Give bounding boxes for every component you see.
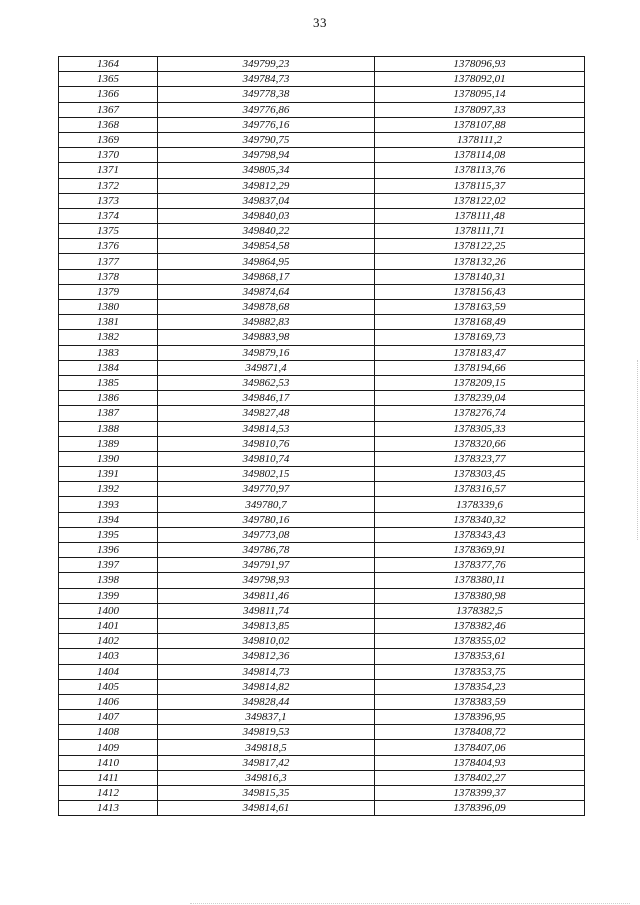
x-coordinate-cell: 349811,74 — [158, 603, 375, 618]
x-coordinate-cell: 349786,78 — [158, 543, 375, 558]
x-coordinate-cell: 349778,38 — [158, 87, 375, 102]
table-row — [59, 421, 585, 436]
x-coordinate-cell: 349780,7 — [158, 497, 375, 512]
x-coordinate-cell: 349864,95 — [158, 254, 375, 269]
point-number-cell: 1412 — [59, 786, 158, 801]
table-row — [59, 57, 585, 72]
table-row — [59, 360, 585, 375]
y-coordinate-cell: 1378303,45 — [375, 467, 585, 482]
point-number-cell: 1375 — [59, 224, 158, 239]
point-number-cell: 1411 — [59, 770, 158, 785]
y-coordinate-cell: 1378382,46 — [375, 618, 585, 633]
x-coordinate-cell: 349846,17 — [158, 391, 375, 406]
point-number-cell: 1406 — [59, 694, 158, 709]
point-number-cell: 1392 — [59, 482, 158, 497]
point-number-cell: 1399 — [59, 588, 158, 603]
y-coordinate-cell: 1378305,33 — [375, 421, 585, 436]
point-number-cell: 1400 — [59, 603, 158, 618]
point-number-cell: 1367 — [59, 102, 158, 117]
x-coordinate-cell: 349827,48 — [158, 406, 375, 421]
y-coordinate-cell: 1378111,71 — [375, 224, 585, 239]
scan-bottom-artifact — [190, 902, 630, 904]
x-coordinate-cell: 349868,17 — [158, 269, 375, 284]
table-row — [59, 512, 585, 527]
point-number-cell: 1383 — [59, 345, 158, 360]
x-coordinate-cell: 349810,02 — [158, 634, 375, 649]
point-number-cell: 1389 — [59, 436, 158, 451]
y-coordinate-cell: 1378113,76 — [375, 163, 585, 178]
y-coordinate-cell: 1378408,72 — [375, 725, 585, 740]
x-coordinate-cell: 349811,46 — [158, 588, 375, 603]
point-number-cell: 1378 — [59, 269, 158, 284]
x-coordinate-cell: 349874,64 — [158, 284, 375, 299]
point-number-cell: 1373 — [59, 193, 158, 208]
table-row — [59, 710, 585, 725]
y-coordinate-cell: 1378380,98 — [375, 588, 585, 603]
x-coordinate-cell: 349882,83 — [158, 315, 375, 330]
table-row — [59, 254, 585, 269]
table-row — [59, 132, 585, 147]
y-coordinate-cell: 1378114,08 — [375, 148, 585, 163]
point-number-cell: 1372 — [59, 178, 158, 193]
table-row — [59, 375, 585, 390]
y-coordinate-cell: 1378404,93 — [375, 755, 585, 770]
y-coordinate-cell: 1378122,25 — [375, 239, 585, 254]
point-number-cell: 1376 — [59, 239, 158, 254]
x-coordinate-cell: 349810,74 — [158, 451, 375, 466]
x-coordinate-cell: 349798,93 — [158, 573, 375, 588]
y-coordinate-cell: 1378183,47 — [375, 345, 585, 360]
point-number-cell: 1410 — [59, 755, 158, 770]
x-coordinate-cell: 349814,61 — [158, 801, 375, 816]
coordinates-table — [58, 56, 585, 816]
point-number-cell: 1371 — [59, 163, 158, 178]
point-number-cell: 1381 — [59, 315, 158, 330]
table-row — [59, 740, 585, 755]
x-coordinate-cell: 349862,53 — [158, 375, 375, 390]
table-row — [59, 208, 585, 223]
table-row — [59, 451, 585, 466]
table-row — [59, 603, 585, 618]
point-number-cell: 1370 — [59, 148, 158, 163]
x-coordinate-cell: 349813,85 — [158, 618, 375, 633]
x-coordinate-cell: 349773,08 — [158, 527, 375, 542]
y-coordinate-cell: 1378115,37 — [375, 178, 585, 193]
x-coordinate-cell: 349816,3 — [158, 770, 375, 785]
x-coordinate-cell: 349837,04 — [158, 193, 375, 208]
point-number-cell: 1386 — [59, 391, 158, 406]
point-number-cell: 1379 — [59, 284, 158, 299]
y-coordinate-cell: 1378399,37 — [375, 786, 585, 801]
point-number-cell: 1394 — [59, 512, 158, 527]
table-row — [59, 770, 585, 785]
table-row — [59, 300, 585, 315]
x-coordinate-cell: 349791,97 — [158, 558, 375, 573]
table-row — [59, 679, 585, 694]
y-coordinate-cell: 1378107,88 — [375, 117, 585, 132]
point-number-cell: 1409 — [59, 740, 158, 755]
x-coordinate-cell: 349814,73 — [158, 664, 375, 679]
table-row — [59, 178, 585, 193]
y-coordinate-cell: 1378111,48 — [375, 208, 585, 223]
x-coordinate-cell: 349814,53 — [158, 421, 375, 436]
y-coordinate-cell: 1378097,33 — [375, 102, 585, 117]
x-coordinate-cell: 349802,15 — [158, 467, 375, 482]
table-row — [59, 786, 585, 801]
x-coordinate-cell: 349810,76 — [158, 436, 375, 451]
y-coordinate-cell: 1378343,43 — [375, 527, 585, 542]
x-coordinate-cell: 349780,16 — [158, 512, 375, 527]
table-row — [59, 649, 585, 664]
y-coordinate-cell: 1378132,26 — [375, 254, 585, 269]
y-coordinate-cell: 1378339,6 — [375, 497, 585, 512]
point-number-cell: 1390 — [59, 451, 158, 466]
y-coordinate-cell: 1378353,75 — [375, 664, 585, 679]
table-row — [59, 406, 585, 421]
table-row — [59, 436, 585, 451]
y-coordinate-cell: 1378194,66 — [375, 360, 585, 375]
x-coordinate-cell: 349837,1 — [158, 710, 375, 725]
table-row — [59, 497, 585, 512]
point-number-cell: 1365 — [59, 72, 158, 87]
x-coordinate-cell: 349854,58 — [158, 239, 375, 254]
table-row — [59, 664, 585, 679]
table-row — [59, 72, 585, 87]
table-row — [59, 634, 585, 649]
y-coordinate-cell: 1378320,66 — [375, 436, 585, 451]
point-number-cell: 1403 — [59, 649, 158, 664]
table-row — [59, 543, 585, 558]
table-row — [59, 558, 585, 573]
point-number-cell: 1387 — [59, 406, 158, 421]
y-coordinate-cell: 1378092,01 — [375, 72, 585, 87]
x-coordinate-cell: 349840,03 — [158, 208, 375, 223]
point-number-cell: 1395 — [59, 527, 158, 542]
table-row — [59, 269, 585, 284]
y-coordinate-cell: 1378353,61 — [375, 649, 585, 664]
table-row — [59, 573, 585, 588]
y-coordinate-cell: 1378377,76 — [375, 558, 585, 573]
x-coordinate-cell: 349871,4 — [158, 360, 375, 375]
table-row — [59, 239, 585, 254]
point-number-cell: 1407 — [59, 710, 158, 725]
table-row — [59, 618, 585, 633]
table-row — [59, 391, 585, 406]
x-coordinate-cell: 349879,16 — [158, 345, 375, 360]
x-coordinate-cell: 349815,35 — [158, 786, 375, 801]
y-coordinate-cell: 1378095,14 — [375, 87, 585, 102]
point-number-cell: 1405 — [59, 679, 158, 694]
y-coordinate-cell: 1378239,04 — [375, 391, 585, 406]
point-number-cell: 1382 — [59, 330, 158, 345]
x-coordinate-cell: 349784,73 — [158, 72, 375, 87]
y-coordinate-cell: 1378156,43 — [375, 284, 585, 299]
y-coordinate-cell: 1378168,49 — [375, 315, 585, 330]
x-coordinate-cell: 349883,98 — [158, 330, 375, 345]
x-coordinate-cell: 349799,23 — [158, 57, 375, 72]
x-coordinate-cell: 349805,34 — [158, 163, 375, 178]
table-row — [59, 482, 585, 497]
point-number-cell: 1402 — [59, 634, 158, 649]
x-coordinate-cell: 349776,16 — [158, 117, 375, 132]
point-number-cell: 1404 — [59, 664, 158, 679]
y-coordinate-cell: 1378111,2 — [375, 132, 585, 147]
x-coordinate-cell: 349812,36 — [158, 649, 375, 664]
x-coordinate-cell: 349776,86 — [158, 102, 375, 117]
y-coordinate-cell: 1378355,02 — [375, 634, 585, 649]
point-number-cell: 1396 — [59, 543, 158, 558]
x-coordinate-cell: 349840,22 — [158, 224, 375, 239]
x-coordinate-cell: 349812,29 — [158, 178, 375, 193]
table-row — [59, 801, 585, 816]
table-row — [59, 224, 585, 239]
y-coordinate-cell: 1378316,57 — [375, 482, 585, 497]
table-row — [59, 694, 585, 709]
y-coordinate-cell: 1378383,59 — [375, 694, 585, 709]
table-row — [59, 193, 585, 208]
point-number-cell: 1385 — [59, 375, 158, 390]
point-number-cell: 1380 — [59, 300, 158, 315]
page-number: 33 — [313, 15, 327, 30]
y-coordinate-cell: 1378380,11 — [375, 573, 585, 588]
y-coordinate-cell: 1378402,27 — [375, 770, 585, 785]
scan-edge-artifact — [636, 360, 638, 540]
x-coordinate-cell: 349817,42 — [158, 755, 375, 770]
table-row — [59, 284, 585, 299]
y-coordinate-cell: 1378340,32 — [375, 512, 585, 527]
y-coordinate-cell: 1378140,31 — [375, 269, 585, 284]
point-number-cell: 1366 — [59, 87, 158, 102]
y-coordinate-cell: 1378163,59 — [375, 300, 585, 315]
table-row — [59, 725, 585, 740]
x-coordinate-cell: 349790,75 — [158, 132, 375, 147]
table-row — [59, 148, 585, 163]
y-coordinate-cell: 1378122,02 — [375, 193, 585, 208]
table-row — [59, 467, 585, 482]
x-coordinate-cell: 349798,94 — [158, 148, 375, 163]
x-coordinate-cell: 349814,82 — [158, 679, 375, 694]
x-coordinate-cell: 349819,53 — [158, 725, 375, 740]
y-coordinate-cell: 1378169,73 — [375, 330, 585, 345]
point-number-cell: 1398 — [59, 573, 158, 588]
table-row — [59, 755, 585, 770]
y-coordinate-cell: 1378096,93 — [375, 57, 585, 72]
point-number-cell: 1374 — [59, 208, 158, 223]
y-coordinate-cell: 1378382,5 — [375, 603, 585, 618]
point-number-cell: 1413 — [59, 801, 158, 816]
table-row — [59, 102, 585, 117]
coordinates-table-body — [59, 57, 585, 816]
x-coordinate-cell: 349878,68 — [158, 300, 375, 315]
point-number-cell: 1408 — [59, 725, 158, 740]
point-number-cell: 1388 — [59, 421, 158, 436]
point-number-cell: 1384 — [59, 360, 158, 375]
point-number-cell: 1397 — [59, 558, 158, 573]
x-coordinate-cell: 349828,44 — [158, 694, 375, 709]
y-coordinate-cell: 1378354,23 — [375, 679, 585, 694]
table-row — [59, 117, 585, 132]
table-row — [59, 345, 585, 360]
y-coordinate-cell: 1378209,15 — [375, 375, 585, 390]
table-row — [59, 330, 585, 345]
point-number-cell: 1377 — [59, 254, 158, 269]
x-coordinate-cell: 349818,5 — [158, 740, 375, 755]
table-row — [59, 87, 585, 102]
point-number-cell: 1364 — [59, 57, 158, 72]
y-coordinate-cell: 1378369,91 — [375, 543, 585, 558]
x-coordinate-cell: 349770,97 — [158, 482, 375, 497]
table-row — [59, 315, 585, 330]
point-number-cell: 1401 — [59, 618, 158, 633]
y-coordinate-cell: 1378396,95 — [375, 710, 585, 725]
y-coordinate-cell: 1378276,74 — [375, 406, 585, 421]
y-coordinate-cell: 1378323,77 — [375, 451, 585, 466]
table-row — [59, 163, 585, 178]
table-row — [59, 588, 585, 603]
point-number-cell: 1368 — [59, 117, 158, 132]
y-coordinate-cell: 1378407,06 — [375, 740, 585, 755]
y-coordinate-cell: 1378396,09 — [375, 801, 585, 816]
point-number-cell: 1393 — [59, 497, 158, 512]
point-number-cell: 1369 — [59, 132, 158, 147]
point-number-cell: 1391 — [59, 467, 158, 482]
table-row — [59, 527, 585, 542]
